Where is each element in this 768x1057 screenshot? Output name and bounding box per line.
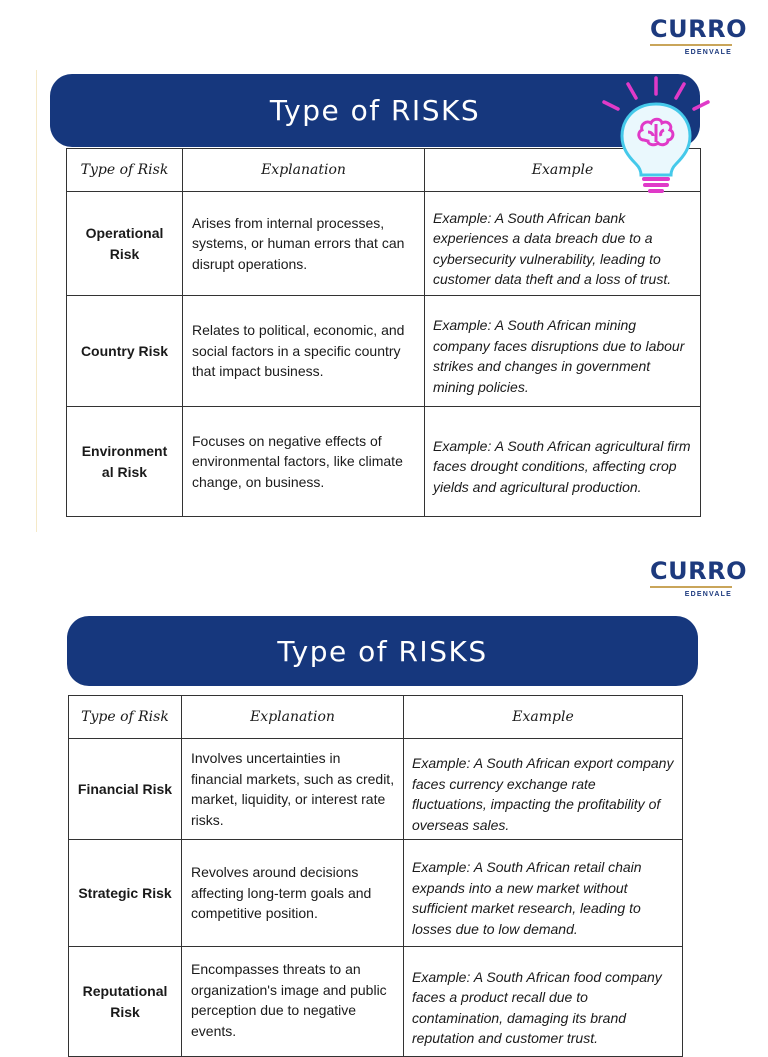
risk-example: Example: A South African agricultural firm faces drought conditions, affecting crop yields and agricultural production. — [425, 407, 701, 517]
page-title: Type of RISKS — [269, 94, 481, 127]
header-explanation: Explanation — [183, 149, 425, 192]
logo-rule — [650, 44, 732, 46]
header-explanation: Explanation — [182, 696, 404, 739]
table-header-row — [69, 696, 683, 739]
page-title-banner — [67, 616, 698, 686]
risk-type: Operational Risk — [67, 192, 183, 296]
logo-brand: CURRO — [650, 15, 747, 43]
risk-type: Environment al Risk — [67, 407, 183, 517]
curro-logo — [650, 15, 747, 56]
logo-sub: EDENVALE — [684, 591, 732, 598]
table-row — [67, 407, 701, 517]
page-title: Type of RISKS — [277, 635, 488, 668]
risk-type: Strategic Risk — [69, 840, 182, 947]
table-row — [69, 739, 683, 840]
margin-accent-line — [36, 70, 37, 532]
header-type: Type of Risk — [67, 149, 183, 192]
risk-example: Example: A South African bank experiences a data breach due to a cybersecurity vulnerability, leading to customer data theft and a loss of trust. — [425, 192, 701, 296]
risk-explanation: Involves uncertainties in financial markets, such as credit, market, liquidity, or interest rate risks. — [182, 739, 404, 840]
risk-table — [66, 148, 701, 517]
curro-logo — [650, 557, 747, 598]
logo-brand: CURRO — [650, 557, 747, 585]
risk-explanation: Arises from internal processes, systems, or human errors that can disrupt operations. — [183, 192, 425, 296]
risk-table — [68, 695, 683, 1057]
header-example: Example — [404, 696, 683, 739]
table-row — [67, 296, 701, 407]
lightbulb-brain-icon — [598, 74, 714, 194]
logo-rule — [650, 586, 732, 588]
risk-explanation: Encompasses threats to an organization's image and public perception due to negative events. — [182, 947, 404, 1057]
header-example: Example — [425, 149, 701, 192]
table-row — [69, 840, 683, 947]
risk-example: Example: A South African food company faces a product recall due to contamination, damaging its brand reputation and customer trust. — [404, 947, 683, 1057]
risk-explanation: Revolves around decisions affecting long-term goals and competitive position. — [182, 840, 404, 947]
risk-type: Country Risk — [67, 296, 183, 407]
risk-example: Example: A South African export company faces currency exchange rate fluctuations, impacting the profitability of overseas sales. — [404, 739, 683, 840]
risk-example: Example: A South African mining company faces disruptions due to labour strikes and changes in government mining policies. — [425, 296, 701, 407]
risk-example: Example: A South African retail chain expands into a new market without sufficient market research, leading to losses due to low demand. — [404, 840, 683, 947]
table-row — [69, 947, 683, 1057]
risk-explanation: Relates to political, economic, and social factors in a specific country that impact business. — [183, 296, 425, 407]
risk-explanation: Focuses on negative effects of environmental factors, like climate change, on business. — [183, 407, 425, 517]
header-type: Type of Risk — [69, 696, 182, 739]
risk-type: Reputational Risk — [69, 947, 182, 1057]
risk-type: Financial Risk — [69, 739, 182, 840]
logo-sub: EDENVALE — [684, 49, 732, 56]
table-row — [67, 192, 701, 296]
